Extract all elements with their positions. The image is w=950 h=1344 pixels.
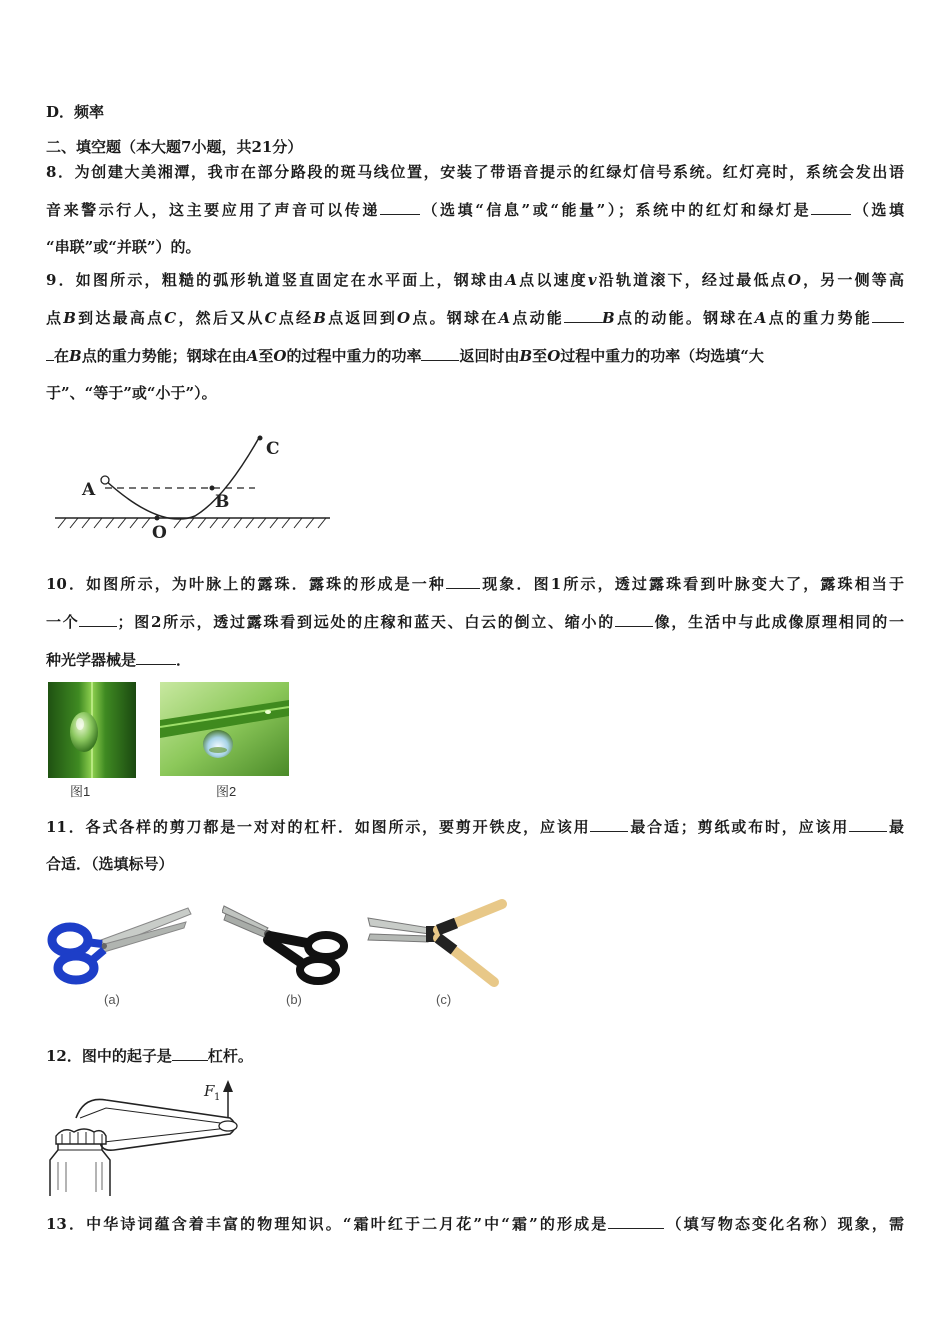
label-c: C xyxy=(266,439,280,459)
q11-line1: 11．各式各样的剪刀都是一对对的杠杆．如图所示，要剪开铁皮，应该用 最合适；剪纸或布时，应该用 最 xyxy=(46,818,904,836)
q9-line3: 在B点的重力势能；钢球在由A至O的过程中重力的功率 返回时由B至O过程中重力的功率（均选填“大 xyxy=(46,346,764,366)
q8-line3: “串联”或“并联”）的。 xyxy=(46,238,201,256)
q8-line2: 音来警示行人，这主要应用了声音可以传递 （选填“信息”或“能量”）；系统中的红灯和绿灯是 （选填 xyxy=(46,201,904,219)
answer-blank[interactable] xyxy=(46,346,54,361)
answer-blank[interactable] xyxy=(421,346,459,361)
answer-blank[interactable] xyxy=(849,817,887,832)
q9-line4: 于”、“等于”或“小于”）。 xyxy=(46,384,217,402)
figure-1-caption: 图1 xyxy=(70,784,91,799)
answer-blank[interactable] xyxy=(446,574,480,589)
answer-blank[interactable] xyxy=(608,1214,664,1229)
scissors-a xyxy=(46,900,194,990)
answer-blank[interactable] xyxy=(136,650,176,665)
q13-line: 13．中华诗词蕴含着丰富的物理知识。“霜叶红于二月花”中“霜”的形成是 （填写物态变化名称）现象，需 xyxy=(46,1215,904,1233)
answer-blank[interactable] xyxy=(811,200,851,215)
label-o: O xyxy=(152,523,167,543)
answer-blank[interactable] xyxy=(615,612,653,627)
force-arrowhead xyxy=(223,1080,233,1092)
label-b: B xyxy=(215,492,230,512)
dewdrop-photo-2 xyxy=(160,682,289,776)
q9-line1: 9．如图所示，粗糙的弧形轨道竖直固定在水平面上，钢球由A点以速度v沿轨道滚下，经过最低点O，另一侧等高 xyxy=(46,271,904,289)
bottle-opener-diagram xyxy=(44,1078,249,1198)
label-a: A xyxy=(82,480,96,500)
caption-a: (a) xyxy=(104,992,120,1007)
ball-at-a xyxy=(101,476,109,484)
section-heading: 二、填空题（本大题7小题，共21分） xyxy=(46,138,303,156)
answer-blank[interactable] xyxy=(590,817,628,832)
scissors-b xyxy=(222,898,350,988)
ground-hatching xyxy=(58,518,326,528)
force-subscript: 1 xyxy=(214,1092,221,1103)
point-b xyxy=(210,486,215,491)
dewdrop-photo-1 xyxy=(48,682,136,778)
q11-line2: 合适．（选填标号） xyxy=(46,855,174,873)
arc-track xyxy=(105,436,260,519)
dewdrop xyxy=(70,712,98,752)
answer-blank[interactable] xyxy=(172,1046,208,1061)
answer-blank[interactable] xyxy=(79,612,117,627)
answer-blank[interactable] xyxy=(380,200,420,215)
scissors-c xyxy=(366,898,508,990)
bottle-neck-left xyxy=(50,1144,58,1196)
caption-c: (c) xyxy=(436,992,452,1007)
q9-line2: 点B到达最高点C，然后又从C点经B点返回到O点。钢球在A点动能 B点的动能。钢球在A点的重力势能 xyxy=(46,308,904,328)
caption-b: (b) xyxy=(286,992,302,1007)
track-diagram xyxy=(50,418,340,543)
q12-line: 12．图中的起子是 杠杆。 xyxy=(46,1047,253,1065)
answer-blank[interactable] xyxy=(872,308,904,323)
bottle-neck-right xyxy=(102,1144,110,1196)
opener-hole xyxy=(219,1121,237,1131)
figure-2-caption: 图2 xyxy=(216,784,237,799)
q10-line1: 10．如图所示，为叶脉上的露珠．露珠的形成是一种 现象．图1所示，透过露珠看到叶脉变大了，露珠相当于 xyxy=(46,575,904,593)
point-o xyxy=(155,516,160,521)
force-label: F xyxy=(204,1082,215,1100)
bottle-cap xyxy=(56,1129,106,1144)
option-d: D．频率 xyxy=(46,103,105,121)
q10-line2: 一个 ；图2所示，透过露珠看到远处的庄稼和蓝天、白云的倒立、缩小的 像，生活中与此成像原理相同的一 xyxy=(46,613,904,631)
point-c xyxy=(258,436,263,441)
q10-line3: 种光学器械是 ． xyxy=(46,651,192,669)
q8-line1: 8．为创建大美湘潭，我市在部分路段的斑马线位置，安装了带语音提示的红绿灯信号系统。红灯亮时，系统会发出语 xyxy=(46,163,904,181)
answer-blank[interactable] xyxy=(564,308,602,323)
dewdrop xyxy=(203,730,233,758)
